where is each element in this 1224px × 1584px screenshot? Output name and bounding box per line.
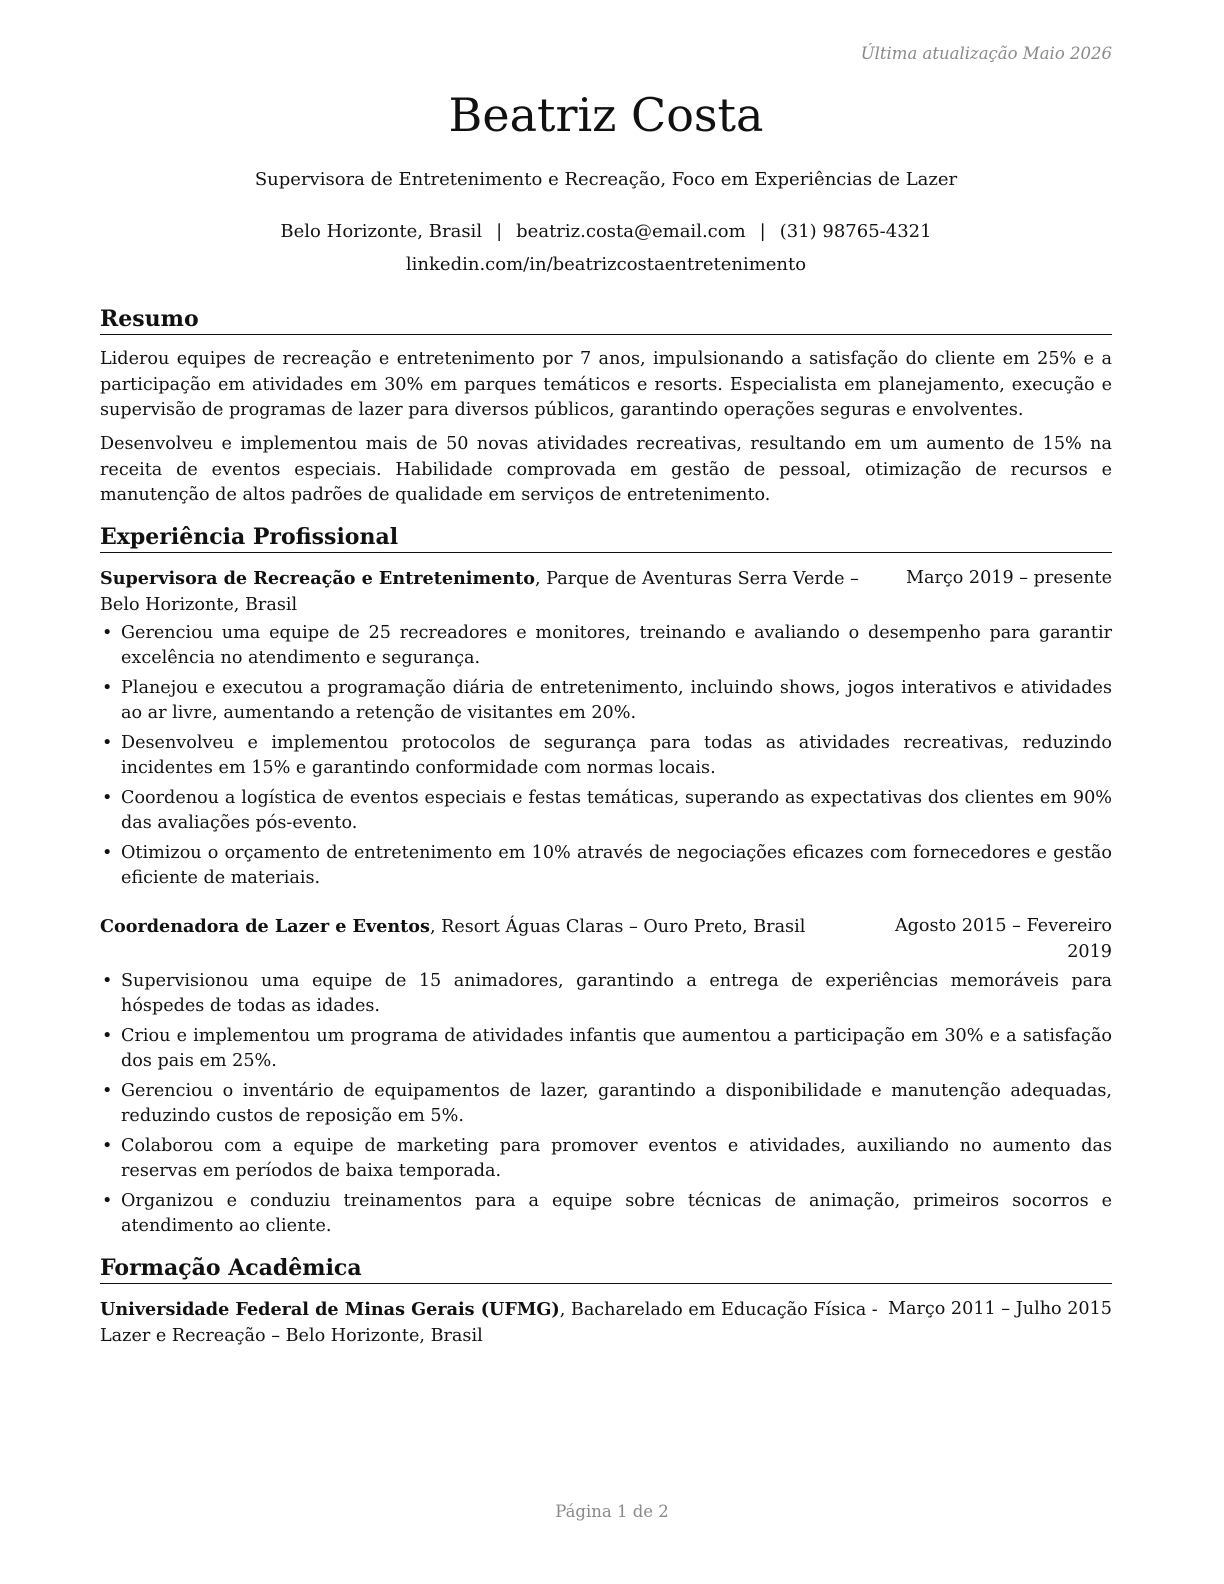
headline: Supervisora de Entretenimento e Recreação, Foco em Experiências de Lazer: [254, 169, 958, 190]
list-item: • Otimizou o orçamento de entretenimento em 10% através de negociações eficazes com fornecedores e gestão eficiente de materiais.: [102, 843, 1112, 888]
phone: (31) 98765-4321: [779, 221, 932, 242]
job-dates: Março 2019 – presente: [905, 568, 1112, 588]
job-dates: Agosto 2015 – Fevereiro 2019: [894, 916, 1112, 962]
list-item: • Planejou e executou a programação diária de entretenimento, incluindo shows, jogos interativos e atividades ao ar livre, aumentando a retenção de visitantes em 20%.: [102, 678, 1112, 723]
page-number: Página 1 de 2: [555, 1502, 669, 1521]
linkedin-link[interactable]: linkedin.com/in/beatrizcostaentretenimento: [405, 254, 807, 275]
job-bullets: [100, 969, 1112, 1244]
contact-line: [100, 221, 1112, 242]
location: Belo Horizonte, Brasil: [280, 221, 483, 242]
education-entry: [100, 1297, 1112, 1349]
list-item: • Criou e implementou um programa de atividades infantis que aumentou a participação em 30% e a satisfação dos pais em 25%.: [102, 1026, 1112, 1071]
last-updated: Última atualização Maio 2026: [860, 44, 1112, 63]
email-link[interactable]: beatriz.costa@email.com: [516, 221, 746, 242]
job-role: Supervisora de Recreação e Entretenimento: [100, 568, 535, 589]
job-org: , Parque de Aventuras Serra Verde – Belo Horizonte, Brasil: [100, 569, 859, 615]
list-item: • Supervisionou uma equipe de 15 animadores, garantindo a entrega de experiências memoráveis para hóspedes de todas as idades.: [102, 971, 1112, 1016]
list-item: • Desenvolveu e implementou protocolos de segurança para todas as atividades recreativas, reduzindo incidentes em 15% e garantindo conformidade com normas locais.: [102, 733, 1112, 778]
school-name: Universidade Federal de Minas Gerais (UFMG): [100, 1299, 560, 1320]
section-title-education: Formação Acadêmica: [100, 1254, 1112, 1284]
summary-paragraph: Desenvolveu e implementou mais de 50 novas atividades recreativas, resultando em um aumento de 15% na receita de eventos especiais. Habilidade comprovada em gestão de pessoal, otimização de recursos e manutenção de altos padrões de qualidade em serviços de entretenimento.: [100, 434, 1112, 505]
list-item: • Organizou e conduziu treinamentos para a equipe sobre técnicas de animação, primeiros socorros e atendimento ao cliente.: [102, 1191, 1112, 1236]
separator: |: [496, 221, 503, 242]
job-header: [100, 566, 1112, 618]
degree: , Bacharelado em Educação Física - Lazer e Recreação – Belo Horizonte, Brasil: [100, 1300, 878, 1346]
section-title-experience: Experiência Profissional: [100, 523, 1112, 553]
list-item: • Colaborou com a equipe de marketing para promover eventos e atividades, auxiliando no aumento das reservas em períodos de baixa temporada.: [102, 1136, 1112, 1181]
job-header: [100, 914, 1112, 962]
list-item: • Coordenou a logística de eventos especiais e festas temáticas, superando as expectativas dos clientes em 90% das avaliações pós-evento.: [102, 788, 1112, 833]
candidate-name: Beatriz Costa: [448, 88, 764, 142]
list-item: • Gerenciou o inventário de equipamentos de lazer, garantindo a disponibilidade e manutenção adequadas, reduzindo custos de reposição em 5%.: [102, 1081, 1112, 1126]
separator: |: [759, 221, 766, 242]
summary-paragraph: Liderou equipes de recreação e entretenimento por 7 anos, impulsionando a satisfação do cliente em 25% e a participação em atividades em 30% em parques temáticos e resorts. Especialista em planejamento, execução e supervisão de programas de lazer para diversos públicos, garantindo operações seguras e envolventes.: [100, 349, 1112, 420]
job-bullets: [100, 621, 1112, 896]
education-dates: Março 2011 – Julho 2015: [887, 1299, 1112, 1319]
job-org: , Resort Águas Claras – Ouro Preto, Brasil: [429, 917, 806, 937]
section-title-summary: Resumo: [100, 305, 1112, 335]
job-role: Coordenadora de Lazer e Eventos: [100, 916, 430, 937]
list-item: • Gerenciou uma equipe de 25 recreadores e monitores, treinando e avaliando o desempenho para garantir excelência no atendimento e segurança.: [102, 623, 1112, 668]
